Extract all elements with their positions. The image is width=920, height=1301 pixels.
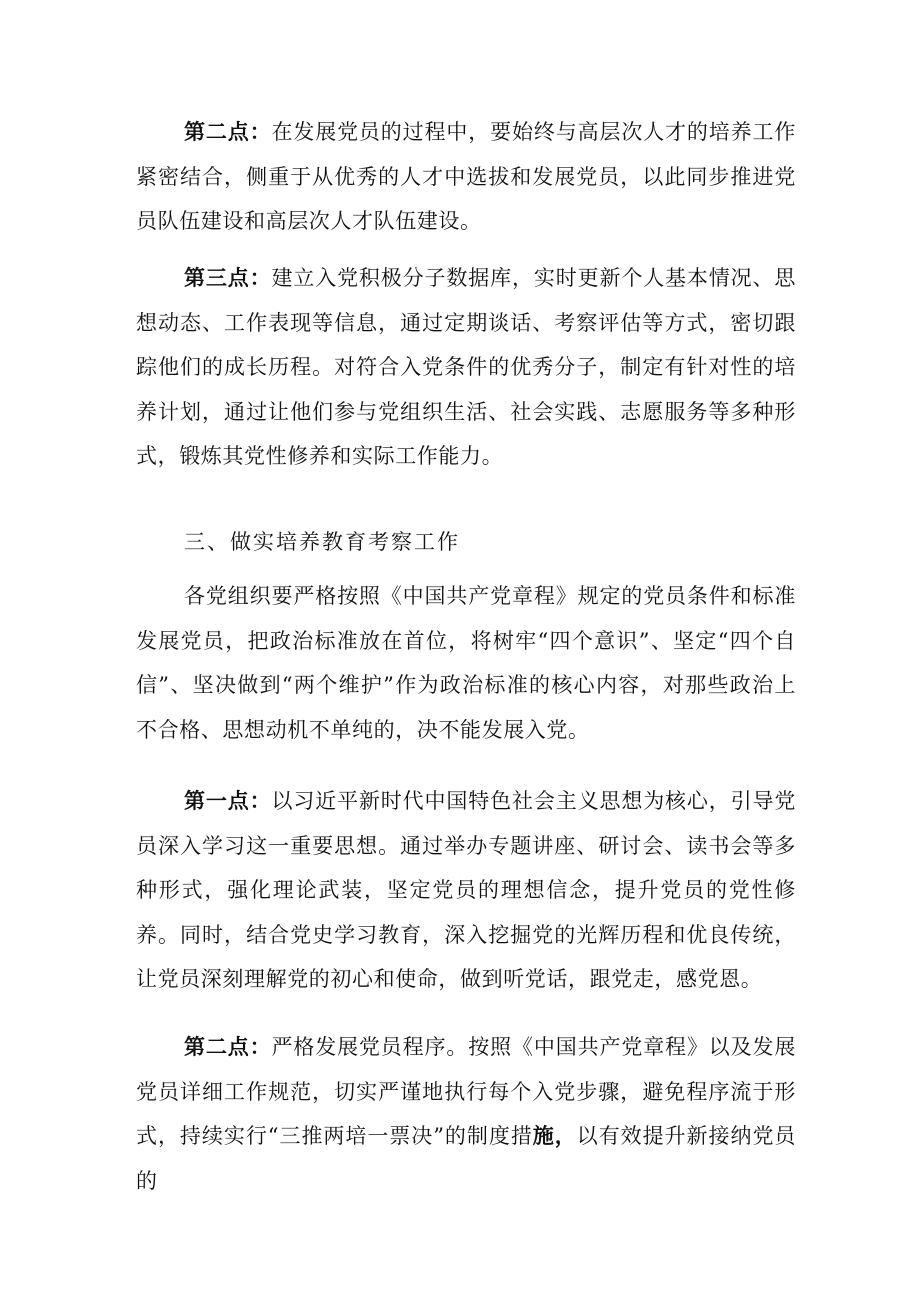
paragraph-text: 严格发展党员程序。按照《中国共产党章程》以及发展党员详细工作规范，切实严谨地执行每个入党步骤，避免程序流于形式，持续实行“三推两培一票决”的制度措 — [136, 1035, 796, 1148]
paragraph-point-two-procedure — [136, 1025, 796, 1203]
section-heading: 三、做实培养教育考察工作 — [184, 530, 460, 554]
paragraph-lead: 第三点： — [184, 265, 272, 290]
paragraph-lead: 第二点： — [184, 119, 272, 144]
paragraph-text: 在发展党员的过程中，要始终与高层次人才的培养工作紧密结合，侧重于从优秀的人才中选拔和发展党员，以此同步推进党员队伍建设和高层次人才队伍建设。 — [136, 120, 796, 233]
paragraph-text: 以习近平新时代中国特色社会主义思想为核心，引导党员深入学习这一重要思想。通过举办专题讲座、研讨会、读书会等多种形式，强化理论武装，坚定党员的理想信念，提升党员的党性修养。同时，结合党史学习教育，深入挖掘党的光辉历程和优良传统，让党员深刻理解党的初心和使命，做到听党话，跟党走，感党恩。 — [136, 789, 796, 991]
paragraph-bold-char: 施， — [532, 1123, 577, 1148]
paragraph-point-two-talent — [136, 110, 796, 244]
paragraph-lead: 第二点： — [184, 1034, 272, 1059]
paragraph-lead: 第一点： — [184, 788, 272, 813]
paragraph-text: 各党组织要严格按照《中国共产党章程》规定的党员条件和标准发展党员，把政治标准放在首位，将树牢“四个意识”、坚定“四个自信”、坚决做到“两个维护”作为政治标准的核心内容，对那些政治上不合格、思想动机不单纯的，决不能发展入党。 — [136, 584, 796, 742]
paragraph-point-three-database — [136, 256, 796, 479]
paragraph-text: 建立入党积极分子数据库，实时更新个人基本情况、思想动态、工作表现等信息，通过定期谈话、考察评估等方式，密切跟踪他们的成长历程。对符合入党条件的优秀分子，制定有针对性的培养计划，通过让他们参与党组织生活、社会实践、志愿服务等多种形式，锻炼其党性修养和实际工作能力。 — [136, 266, 796, 468]
paragraph-section-intro — [136, 574, 796, 752]
paragraph-point-one-theory — [136, 779, 796, 1002]
paragraph-tail: 以有效提升新接纳党员的 — [136, 1124, 797, 1193]
